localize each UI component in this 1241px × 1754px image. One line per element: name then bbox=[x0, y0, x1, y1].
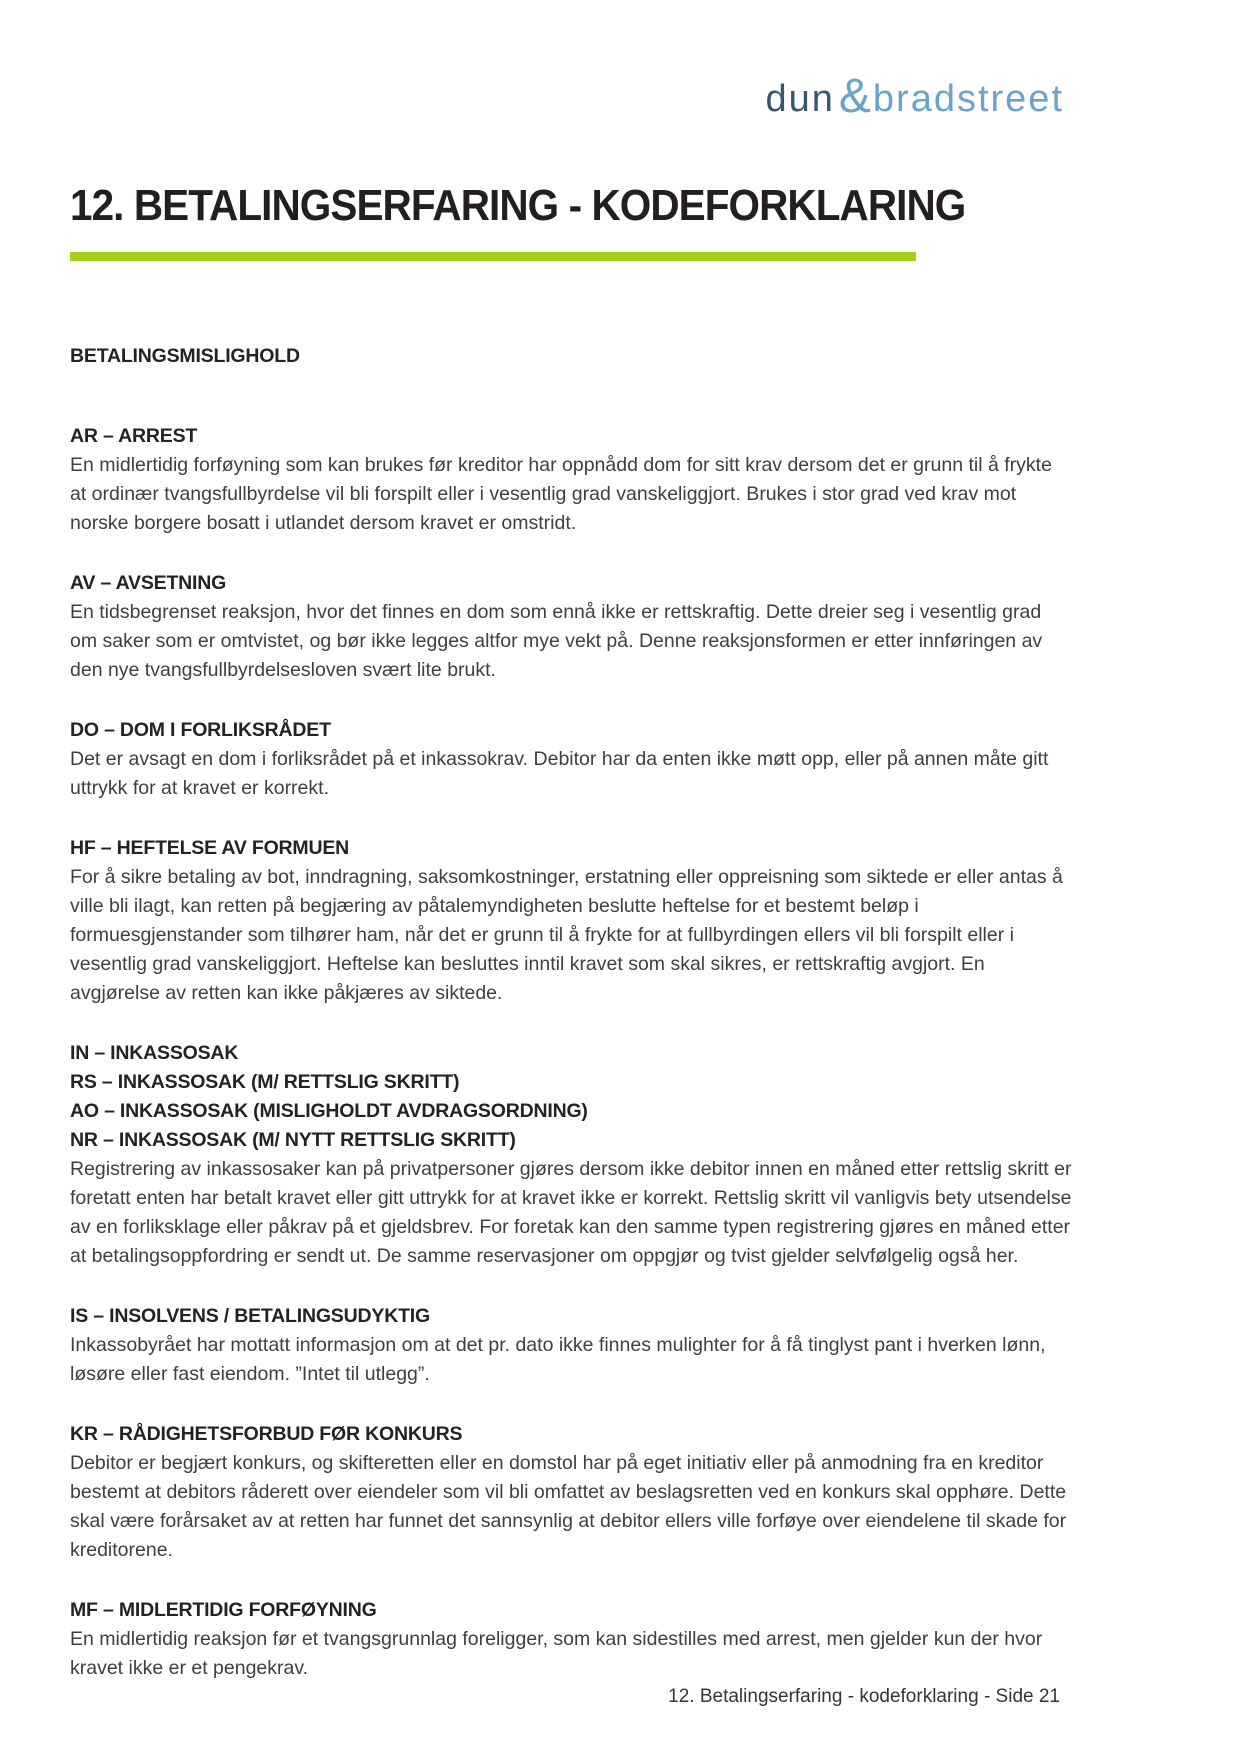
entry-body: Inkassobyrået har mottatt informasjon om at det pr. dato ikke finnes mulighter for å få tinglyst pant i hverken lønn, løsøre eller fast eiendom. ”Intet til utlegg”. bbox=[70, 1334, 1046, 1386]
entry-body: En midlertidig reaksjon før et tvangsgrunnlag foreligger, som kan sidestilles med arrest, men gjelder kun der hvor kravet ikke er et pengekrav. bbox=[70, 1628, 1043, 1680]
entry-code-heading: NR – INKASSOSAK (M/ NYTT RETTSLIG SKRITT) bbox=[70, 1129, 516, 1152]
entry-code-heading: AO – INKASSOSAK (MISLIGHOLDT AVDRAGSORDNING) bbox=[70, 1100, 588, 1123]
header bbox=[70, 70, 1072, 123]
section-heading: BETALINGSMISLIGHOLD bbox=[70, 345, 300, 368]
entry-codes bbox=[70, 422, 1072, 451]
entry-codes bbox=[70, 569, 1072, 598]
page-title: 12. BETALINGSERFARING - KODEFORKLARING bbox=[70, 181, 966, 230]
entry-code-heading: IN – INKASSOSAK bbox=[70, 1042, 239, 1065]
entry-body: En tidsbegrenset reaksjon, hvor det finnes en dom som ennå ikke er rettskraftig. Dette dreier seg i vesentlig grad om saker som er omtvistet, og bør ikke legges altfor mye vekt på. Denne reaksjonsformen er etter innføringen av den nye tvangsfullbyrdelsesloven svært lite brukt. bbox=[70, 601, 1043, 682]
code-entry bbox=[70, 1302, 1072, 1389]
entry-codes bbox=[70, 1420, 1072, 1449]
code-entry bbox=[70, 569, 1072, 685]
entry-body: Registrering av inkassosaker kan på privatpersoner gjøres dersom ikke debitor innen en måned etter rettslig skritt er foretatt enten har betalt kravet eller gitt uttrykk for at kravet ikke er korrekt. Rettslig skritt vil vanligvis bety utsendelse av en forliksklage eller påkrav på et gjeldsbrev. For foretak kan den samme typen registrering gjøres en måned etter at betalingsoppfordring er sendt ut. De samme reservasjoner om oppgjør og tvist gjelder selvfølgelig også her. bbox=[70, 1158, 1072, 1268]
entry-codes bbox=[70, 834, 1072, 863]
code-entry bbox=[70, 1420, 1072, 1565]
code-entry bbox=[70, 716, 1072, 803]
entry-code-heading: AR – ARREST bbox=[70, 425, 198, 448]
entry-codes bbox=[70, 1302, 1072, 1331]
logo-text-dun: dun bbox=[765, 77, 835, 120]
content-area bbox=[70, 0, 1072, 1714]
code-entry-list bbox=[70, 422, 1072, 1683]
entry-code-heading: RS – INKASSOSAK (M/ RETTSLIG SKRITT) bbox=[70, 1071, 460, 1094]
code-entry bbox=[70, 422, 1072, 538]
ampersand-icon: & bbox=[838, 70, 871, 123]
entry-body: Debitor er begjært konkurs, og skifteretten eller en domstol har på eget initiativ eller på anmodning fra en kreditor bestemt at debitors råderett over eiendeler som vil bli omfattet av beslagsretten ved en konkurs skal opphøre. Dette skal være forårsaket av at retten har funnet det sannsynlig at debitor ellers ville forføye over eiendelene til skade for kreditorene. bbox=[70, 1452, 1067, 1562]
entry-code-heading: IS – INSOLVENS / BETALINGSUDYKTIG bbox=[70, 1305, 430, 1328]
entry-codes bbox=[70, 716, 1072, 745]
entry-code-heading: MF – MIDLERTIDIG FORFØYNING bbox=[70, 1599, 377, 1622]
code-entry bbox=[70, 1596, 1072, 1683]
entry-codes bbox=[70, 1039, 1072, 1155]
dun-bradstreet-logo bbox=[765, 70, 1064, 123]
entry-body: For å sikre betaling av bot, inndragning, saksomkostninger, erstatning eller oppreisning som siktede er eller antas å ville bli ilagt, kan retten på begjæring av påtalemyndigheten beslutte heftelse for et bestemt beløp i formuesgjenstander som tilhører ham, når det er grunn til å frykte for at fullbyrdingen ellers vil bli forspilt eller i vesentlig grad vanskeliggjort. Heftelse kan besluttes inntil kravet som skal sikres, er rettskraftig avgjort. En avgjørelse av retten kan ikke påkjæres av siktede. bbox=[70, 866, 1063, 1005]
entry-code-heading: DO – DOM I FORLIKSRÅDET bbox=[70, 719, 331, 742]
title-underline-bar bbox=[70, 252, 916, 261]
entry-body: Det er avsagt en dom i forliksrådet på et inkassokrav. Debitor har da enten ikke møtt opp, eller på annen måte gitt uttrykk for at kravet er korrekt. bbox=[70, 748, 1049, 800]
entry-code-heading: AV – AVSETNING bbox=[70, 572, 227, 595]
entry-codes bbox=[70, 1596, 1072, 1625]
code-entry bbox=[70, 1039, 1072, 1271]
logo-text-bradstreet: bradstreet bbox=[872, 77, 1064, 120]
entry-body: En midlertidig forføyning som kan brukes før kreditor har oppnådd dom for sitt krav dersom det er grunn til å frykte at ordinær tvangsfullbyrdelse vil bli forspilt eller i vesentlig grad vanskeliggjort. Brukes i stor grad ved krav mot norske borgere bosatt i utlandet dersom kravet er omstridt. bbox=[70, 454, 1052, 535]
page-footer: 12. Betalingserfaring - kodeforklaring - Side 21 bbox=[668, 1686, 1060, 1707]
entry-code-heading: HF – HEFTELSE AV FORMUEN bbox=[70, 837, 350, 860]
entry-code-heading: KR – RÅDIGHETSFORBUD FØR KONKURS bbox=[70, 1423, 463, 1446]
code-entry bbox=[70, 834, 1072, 1008]
